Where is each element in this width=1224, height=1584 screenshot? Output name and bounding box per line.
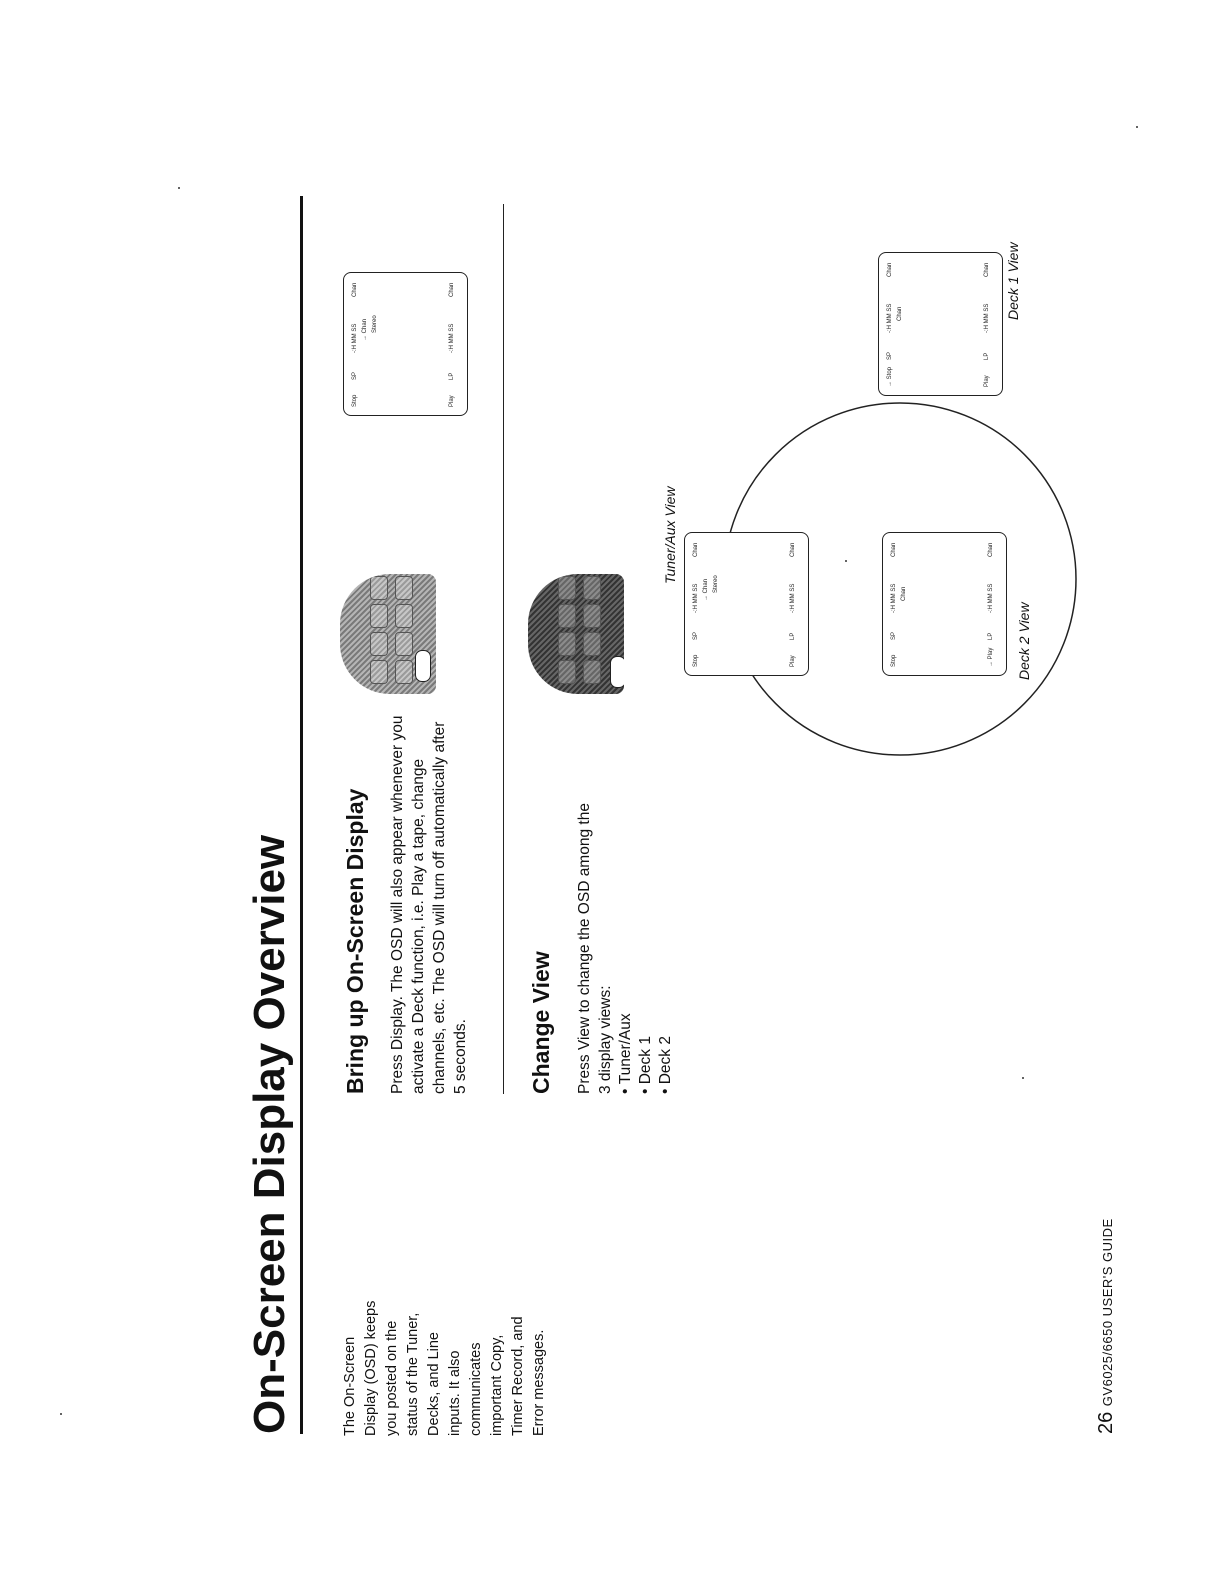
change-view-body: Press View to change the OSD among the 3 display views: bbox=[576, 803, 614, 1094]
change-view-heading: Change View bbox=[528, 951, 554, 1094]
scan-speck bbox=[845, 560, 847, 562]
osd-screen-deck1: → Stop SP -:H MM SS Chan Chan Play LP -:H MM SS Chan bbox=[878, 252, 1003, 396]
scan-speck bbox=[1022, 1077, 1024, 1079]
bring-up-body: Press Display. The OSD will also appear whenever you activate a Deck function, i.e. Play a tape, change channels, etc. The OSD will turn off automatically after 5 seconds. bbox=[389, 715, 469, 1094]
tuner-aux-view-label: Tuner/Aux View bbox=[662, 486, 678, 584]
deck2-view-label: Deck 2 View bbox=[1016, 602, 1032, 680]
osd-screen-display: Stop SP -:H MM SS Chan → Chan Stereo Play LP -:H MM SS Chan bbox=[343, 272, 468, 416]
list-item: • Deck 1 bbox=[636, 1013, 656, 1094]
osd-screen-tuner-aux: Stop SP -:H MM SS Chan → Chan Stereo Play LP -:H MM SS Chan bbox=[684, 532, 809, 676]
scan-speck bbox=[178, 187, 180, 189]
scan-speck bbox=[1136, 126, 1138, 128]
list-item: • Tuner/Aux bbox=[616, 1013, 636, 1094]
intro-text: The On-Screen Display (OSD) keeps you posted on the status of the Tuner, Decks, and Line inputs. It also communicates important Copy, Timer Record, and Error messages. bbox=[342, 1300, 547, 1436]
page-number: 26 bbox=[1095, 1411, 1117, 1434]
deck1-view-label: Deck 1 View bbox=[1005, 242, 1021, 320]
guide-title: GV6025/6650 USER'S GUIDE bbox=[1100, 1218, 1115, 1407]
scan-speck bbox=[60, 1413, 62, 1415]
page-title: On-Screen Display Overview bbox=[245, 834, 294, 1434]
page-footer bbox=[1095, 1218, 1118, 1434]
osd-screen-deck2: Stop SP -:H MM SS Chan Chan → Play LP -:H MM SS Chan bbox=[882, 532, 1007, 676]
list-item: • Deck 2 bbox=[656, 1013, 676, 1094]
bring-up-heading: Bring up On-Screen Display bbox=[342, 788, 368, 1094]
